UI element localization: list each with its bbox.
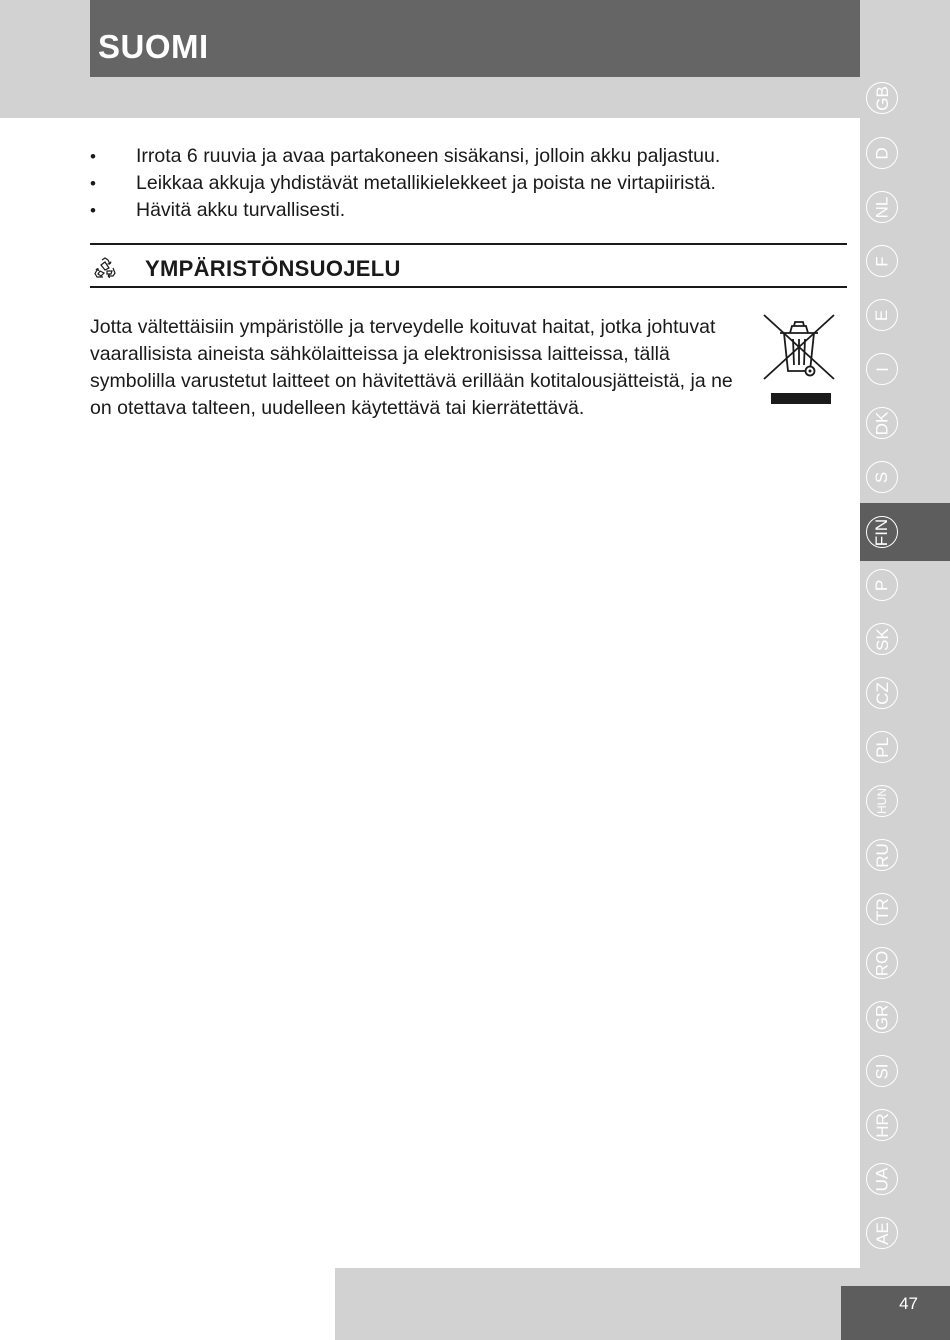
divider-top [90,243,847,245]
tab-p[interactable]: P [866,569,898,601]
tab-hr[interactable]: HR [866,1109,898,1141]
tab-s[interactable]: S [866,461,898,493]
recycle-icon [92,256,118,282]
section-title: YMPÄRISTÖNSUOJELU [145,256,401,281]
tab-fin[interactable]: FIN [866,516,898,548]
tab-gr[interactable]: GR [866,1001,898,1033]
tab-e[interactable]: E [866,299,898,331]
footer-band [335,1268,860,1340]
list-item: • Hävitä akku turvallisesti. [90,197,720,224]
title-bar [90,0,860,77]
tab-ro[interactable]: RO [866,947,898,979]
tab-pl[interactable]: PL [866,731,898,763]
tab-f[interactable]: F [866,245,898,277]
page-number: 47 [899,1294,918,1313]
tab-gb[interactable]: GB [866,82,898,114]
tab-nl[interactable]: NL [866,191,898,223]
page-number-box [841,1286,950,1340]
tab-tr[interactable]: TR [866,893,898,925]
tab-ae[interactable]: AE [866,1217,898,1249]
tab-d[interactable]: D [866,137,898,169]
crossed-bin-icon [762,313,836,407]
divider-bottom [90,286,847,288]
tab-dk[interactable]: DK [866,407,898,439]
environment-paragraph: Jotta vältettäisiin ympäristölle ja terveydelle koituvat haitat, jotka johtuvat vaarallisista aineista sähkölaitteissa ja elektronisissa laitteissa, tällä symbolilla varustetut laitteet on hävitettävä erillään kotitalousjätteistä, ja ne on otettava talteen, uudelleen käytettävä tai kierrätettävä. [90,316,733,419]
page-title: SUOMI [98,28,209,65]
list-item: • Irrota 6 ruuvia ja avaa partakoneen sisäkansi, jolloin akku paljastuu. [90,143,720,170]
tab-si[interactable]: SI [866,1055,898,1087]
tab-cz[interactable]: CZ [866,677,898,709]
tab-ru[interactable]: RU [866,839,898,871]
tab-ua[interactable]: UA [866,1163,898,1195]
tab-i[interactable]: I [866,353,898,385]
tab-sk[interactable]: SK [866,623,898,655]
list-item: • Leikkaa akkuja yhdistävät metallikielekkeet ja poista ne virtapiiristä. [90,170,720,197]
tab-hun[interactable]: HUN [866,785,898,817]
section-heading [92,255,401,283]
instruction-list [90,143,720,224]
